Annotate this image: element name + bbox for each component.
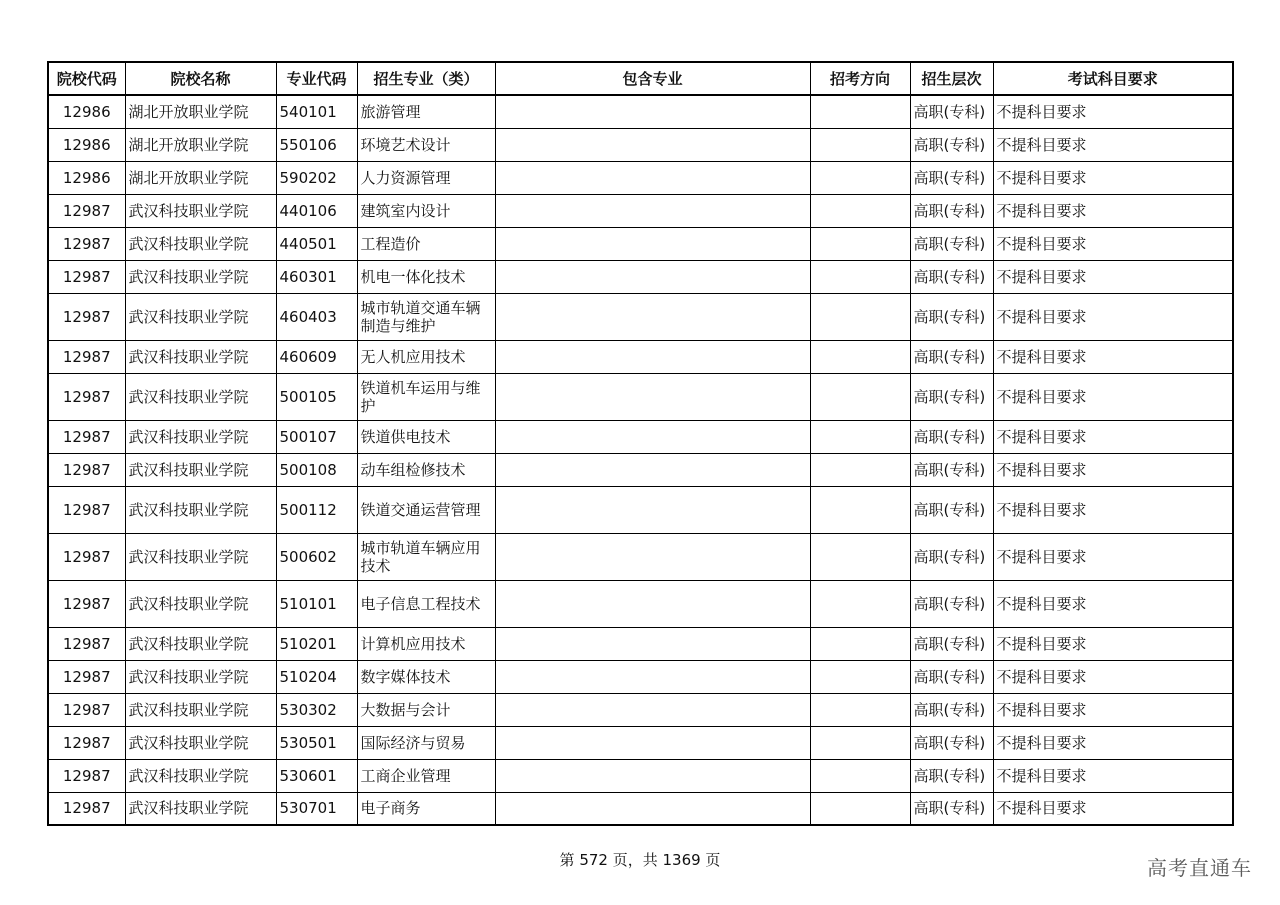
cell-included-majors (495, 420, 810, 453)
cell-level: 高职(专科) (910, 726, 993, 759)
cell-school-code: 12987 (48, 227, 125, 260)
cell-direction (810, 161, 910, 194)
cell-school-code: 12987 (48, 726, 125, 759)
cell-level: 高职(专科) (910, 293, 993, 340)
cell-school-name: 武汉科技职业学院 (125, 533, 276, 580)
cell-direction (810, 627, 910, 660)
cell-included-majors (495, 627, 810, 660)
cell-major-code: 460609 (276, 340, 357, 373)
cell-subject-requirement: 不提科目要求 (993, 260, 1233, 293)
cell-major: 大数据与会计 (357, 693, 495, 726)
cell-major: 旅游管理 (357, 95, 495, 128)
header-school-name: 院校名称 (125, 62, 276, 95)
cell-school-code: 12987 (48, 533, 125, 580)
cell-subject-requirement: 不提科目要求 (993, 533, 1233, 580)
cell-major: 环境艺术设计 (357, 128, 495, 161)
cell-school-name: 湖北开放职业学院 (125, 161, 276, 194)
header-major-code: 专业代码 (276, 62, 357, 95)
table-row (48, 693, 1233, 726)
cell-subject-requirement: 不提科目要求 (993, 128, 1233, 161)
table-row (48, 486, 1233, 533)
cell-subject-requirement: 不提科目要求 (993, 792, 1233, 825)
cell-major-code: 510201 (276, 627, 357, 660)
cell-level: 高职(专科) (910, 660, 993, 693)
cell-subject-requirement: 不提科目要求 (993, 486, 1233, 533)
table-row (48, 420, 1233, 453)
cell-school-code: 12986 (48, 161, 125, 194)
cell-major-code: 530601 (276, 759, 357, 792)
cell-direction (810, 533, 910, 580)
cell-subject-requirement: 不提科目要求 (993, 95, 1233, 128)
cell-subject-requirement: 不提科目要求 (993, 340, 1233, 373)
cell-included-majors (495, 161, 810, 194)
table-row (48, 95, 1233, 128)
table-row (48, 340, 1233, 373)
cell-level: 高职(专科) (910, 486, 993, 533)
cell-school-code: 12986 (48, 95, 125, 128)
cell-included-majors (495, 293, 810, 340)
cell-major-code: 500602 (276, 533, 357, 580)
table-row (48, 373, 1233, 420)
cell-direction (810, 453, 910, 486)
cell-direction (810, 260, 910, 293)
cell-major: 铁道交通运营管理 (357, 486, 495, 533)
cell-school-code: 12987 (48, 340, 125, 373)
cell-direction (810, 373, 910, 420)
cell-direction (810, 792, 910, 825)
cell-school-code: 12987 (48, 759, 125, 792)
cell-school-code: 12987 (48, 627, 125, 660)
cell-major-code: 460403 (276, 293, 357, 340)
cell-school-code: 12987 (48, 293, 125, 340)
cell-included-majors (495, 340, 810, 373)
cell-school-code: 12987 (48, 486, 125, 533)
cell-level: 高职(专科) (910, 194, 993, 227)
cell-level: 高职(专科) (910, 453, 993, 486)
cell-school-code: 12986 (48, 128, 125, 161)
cell-major: 人力资源管理 (357, 161, 495, 194)
cell-level: 高职(专科) (910, 128, 993, 161)
cell-school-name: 武汉科技职业学院 (125, 453, 276, 486)
table-row (48, 726, 1233, 759)
cell-major-code: 550106 (276, 128, 357, 161)
watermark-text: 高考直通车 (1147, 856, 1252, 880)
cell-school-name: 湖北开放职业学院 (125, 95, 276, 128)
cell-major: 工程造价 (357, 227, 495, 260)
cell-major-code: 530501 (276, 726, 357, 759)
cell-subject-requirement: 不提科目要求 (993, 227, 1233, 260)
cell-included-majors (495, 260, 810, 293)
cell-subject-requirement: 不提科目要求 (993, 373, 1233, 420)
cell-school-name: 武汉科技职业学院 (125, 340, 276, 373)
cell-school-code: 12987 (48, 453, 125, 486)
cell-school-code: 12987 (48, 792, 125, 825)
cell-school-name: 武汉科技职业学院 (125, 373, 276, 420)
cell-level: 高职(专科) (910, 693, 993, 726)
cell-direction (810, 486, 910, 533)
table-row (48, 227, 1233, 260)
cell-subject-requirement: 不提科目要求 (993, 453, 1233, 486)
cell-direction (810, 293, 910, 340)
cell-direction (810, 227, 910, 260)
cell-school-code: 12987 (48, 420, 125, 453)
cell-major-code: 510204 (276, 660, 357, 693)
table-header (48, 62, 1233, 95)
cell-included-majors (495, 693, 810, 726)
table-row (48, 580, 1233, 627)
page-indicator: 第 572 页，共 1369 页 (559, 851, 721, 869)
cell-included-majors (495, 580, 810, 627)
header-direction: 招考方向 (810, 62, 910, 95)
cell-school-code: 12987 (48, 580, 125, 627)
table-body (48, 95, 1233, 825)
cell-direction (810, 660, 910, 693)
cell-direction (810, 759, 910, 792)
cell-subject-requirement: 不提科目要求 (993, 293, 1233, 340)
cell-level: 高职(专科) (910, 95, 993, 128)
cell-subject-requirement: 不提科目要求 (993, 420, 1233, 453)
cell-direction (810, 420, 910, 453)
cell-school-name: 武汉科技职业学院 (125, 260, 276, 293)
table-row (48, 161, 1233, 194)
header-level: 招生层次 (910, 62, 993, 95)
table-row (48, 660, 1233, 693)
cell-included-majors (495, 227, 810, 260)
cell-school-name: 武汉科技职业学院 (125, 792, 276, 825)
cell-level: 高职(专科) (910, 161, 993, 194)
cell-direction (810, 726, 910, 759)
cell-major: 工商企业管理 (357, 759, 495, 792)
table-row (48, 194, 1233, 227)
table-row (48, 533, 1233, 580)
cell-major: 铁道供电技术 (357, 420, 495, 453)
cell-school-name: 武汉科技职业学院 (125, 627, 276, 660)
cell-school-name: 武汉科技职业学院 (125, 486, 276, 533)
cell-major: 电子商务 (357, 792, 495, 825)
cell-school-name: 武汉科技职业学院 (125, 227, 276, 260)
cell-level: 高职(专科) (910, 759, 993, 792)
cell-school-name: 湖北开放职业学院 (125, 128, 276, 161)
cell-included-majors (495, 660, 810, 693)
cell-major: 数字媒体技术 (357, 660, 495, 693)
cell-school-name: 武汉科技职业学院 (125, 580, 276, 627)
cell-included-majors (495, 759, 810, 792)
cell-major: 城市轨道车辆应用技术 (357, 533, 495, 580)
cell-school-code: 12987 (48, 260, 125, 293)
cell-level: 高职(专科) (910, 627, 993, 660)
cell-school-name: 武汉科技职业学院 (125, 420, 276, 453)
cell-school-code: 12987 (48, 660, 125, 693)
table-row (48, 627, 1233, 660)
cell-included-majors (495, 486, 810, 533)
header-major: 招生专业（类） (357, 62, 495, 95)
cell-school-code: 12987 (48, 693, 125, 726)
cell-school-name: 武汉科技职业学院 (125, 293, 276, 340)
cell-level: 高职(专科) (910, 227, 993, 260)
table-row (48, 792, 1233, 825)
cell-level: 高职(专科) (910, 373, 993, 420)
cell-school-code: 12987 (48, 373, 125, 420)
cell-included-majors (495, 533, 810, 580)
cell-major-code: 510101 (276, 580, 357, 627)
cell-major: 国际经济与贸易 (357, 726, 495, 759)
cell-major-code: 440501 (276, 227, 357, 260)
cell-direction (810, 693, 910, 726)
cell-school-name: 武汉科技职业学院 (125, 660, 276, 693)
cell-major: 机电一体化技术 (357, 260, 495, 293)
cell-major-code: 440106 (276, 194, 357, 227)
table-row (48, 453, 1233, 486)
cell-school-name: 武汉科技职业学院 (125, 759, 276, 792)
cell-subject-requirement: 不提科目要求 (993, 161, 1233, 194)
cell-subject-requirement: 不提科目要求 (993, 660, 1233, 693)
cell-direction (810, 340, 910, 373)
cell-included-majors (495, 453, 810, 486)
table-row (48, 260, 1233, 293)
header-school-code: 院校代码 (48, 62, 125, 95)
cell-major: 铁道机车运用与维护 (357, 373, 495, 420)
cell-major-code: 500112 (276, 486, 357, 533)
cell-included-majors (495, 95, 810, 128)
cell-level: 高职(专科) (910, 420, 993, 453)
cell-school-code: 12987 (48, 194, 125, 227)
cell-subject-requirement: 不提科目要求 (993, 194, 1233, 227)
table-row (48, 293, 1233, 340)
cell-major: 城市轨道交通车辆制造与维护 (357, 293, 495, 340)
cell-major-code: 500108 (276, 453, 357, 486)
cell-school-name: 武汉科技职业学院 (125, 726, 276, 759)
header-row (48, 62, 1233, 95)
cell-level: 高职(专科) (910, 580, 993, 627)
cell-included-majors (495, 128, 810, 161)
cell-included-majors (495, 792, 810, 825)
cell-major-code: 500107 (276, 420, 357, 453)
cell-major-code: 540101 (276, 95, 357, 128)
cell-major-code: 530701 (276, 792, 357, 825)
cell-major-code: 500105 (276, 373, 357, 420)
cell-direction (810, 194, 910, 227)
cell-major-code: 460301 (276, 260, 357, 293)
cell-school-name: 武汉科技职业学院 (125, 693, 276, 726)
cell-subject-requirement: 不提科目要求 (993, 580, 1233, 627)
cell-direction (810, 580, 910, 627)
cell-major-code: 530302 (276, 693, 357, 726)
cell-included-majors (495, 194, 810, 227)
cell-subject-requirement: 不提科目要求 (993, 693, 1233, 726)
table-row (48, 128, 1233, 161)
cell-major: 电子信息工程技术 (357, 580, 495, 627)
cell-major: 建筑室内设计 (357, 194, 495, 227)
admission-majors-table (47, 61, 1234, 826)
cell-level: 高职(专科) (910, 260, 993, 293)
cell-level: 高职(专科) (910, 792, 993, 825)
header-included-majors: 包含专业 (495, 62, 810, 95)
header-subject-requirement: 考试科目要求 (993, 62, 1233, 95)
cell-included-majors (495, 726, 810, 759)
cell-level: 高职(专科) (910, 340, 993, 373)
cell-major: 无人机应用技术 (357, 340, 495, 373)
cell-major-code: 590202 (276, 161, 357, 194)
cell-level: 高职(专科) (910, 533, 993, 580)
cell-subject-requirement: 不提科目要求 (993, 726, 1233, 759)
cell-subject-requirement: 不提科目要求 (993, 759, 1233, 792)
cell-direction (810, 95, 910, 128)
cell-major: 计算机应用技术 (357, 627, 495, 660)
table-row (48, 759, 1233, 792)
cell-subject-requirement: 不提科目要求 (993, 627, 1233, 660)
cell-included-majors (495, 373, 810, 420)
cell-direction (810, 128, 910, 161)
cell-school-name: 武汉科技职业学院 (125, 194, 276, 227)
cell-major: 动车组检修技术 (357, 453, 495, 486)
